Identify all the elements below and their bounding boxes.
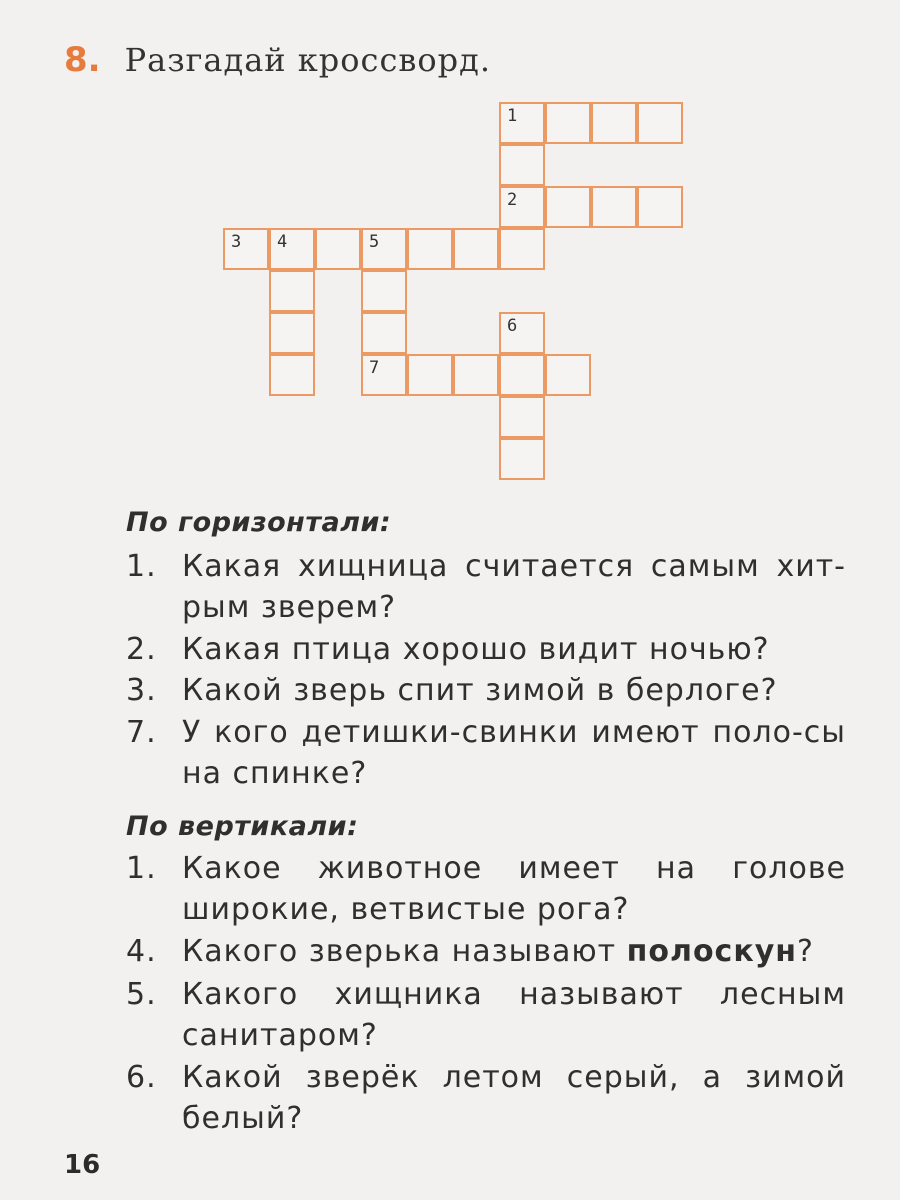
vertical-clue-5 bbox=[126, 974, 846, 1056]
horizontal-heading: По горизонтали: bbox=[126, 507, 392, 538]
crossword-cell[interactable] bbox=[269, 270, 315, 312]
cell-number: 1 bbox=[507, 106, 518, 126]
page-number: 16 bbox=[64, 1150, 101, 1180]
crossword-cell[interactable] bbox=[499, 354, 545, 396]
crossword-cell[interactable] bbox=[223, 228, 269, 270]
crossword-cell[interactable] bbox=[453, 354, 499, 396]
cell-number: 3 bbox=[231, 232, 242, 252]
vertical-clue-4 bbox=[126, 931, 846, 972]
horizontal-clue-2 bbox=[126, 629, 846, 670]
crossword-cell[interactable] bbox=[269, 354, 315, 396]
clue-text-end: ? bbox=[797, 934, 814, 969]
crossword-cell[interactable] bbox=[269, 228, 315, 270]
crossword-cell[interactable] bbox=[545, 354, 591, 396]
crossword-cell[interactable] bbox=[407, 228, 453, 270]
crossword-cell[interactable] bbox=[361, 312, 407, 354]
crossword-cell[interactable] bbox=[499, 144, 545, 186]
task-title: Разгадай кроссворд. bbox=[124, 41, 491, 79]
crossword-cell[interactable] bbox=[315, 228, 361, 270]
horizontal-clue-7 bbox=[126, 712, 846, 794]
crossword-cell[interactable] bbox=[499, 396, 545, 438]
clue-text: Какое животное имеет на голове широкие, ветвистые рога? bbox=[182, 851, 846, 927]
vertical-clue-6 bbox=[126, 1057, 846, 1139]
crossword-cell[interactable] bbox=[361, 228, 407, 270]
clue-number: 7. bbox=[126, 715, 157, 750]
clue-text-start: Какого зверька называют bbox=[182, 934, 627, 969]
clue-number: 6. bbox=[126, 1060, 157, 1095]
cell-number: 6 bbox=[507, 316, 518, 336]
cell-number: 5 bbox=[369, 232, 380, 252]
clue-number: 4. bbox=[126, 934, 157, 969]
cell-number: 7 bbox=[369, 358, 380, 378]
clue-text: Какого хищника называют лесным санитаром? bbox=[182, 977, 846, 1053]
crossword-cell[interactable] bbox=[637, 186, 683, 228]
clue-text: Какой зверь спит зимой в берлоге? bbox=[182, 673, 778, 708]
crossword-cell[interactable] bbox=[407, 354, 453, 396]
crossword-cell[interactable] bbox=[499, 186, 545, 228]
vertical-heading: По вертикали: bbox=[126, 811, 359, 842]
clue-text: Какая птица хорошо видит ночью? bbox=[182, 632, 770, 667]
crossword-cell[interactable] bbox=[591, 186, 637, 228]
clue-text: У кого детишки-свинки имеют поло-сы на спинке? bbox=[182, 715, 846, 791]
crossword-grid bbox=[0, 0, 900, 500]
crossword-cell[interactable] bbox=[545, 186, 591, 228]
clue-text bbox=[182, 931, 846, 972]
vertical-clue-1 bbox=[126, 848, 846, 930]
crossword-cell[interactable] bbox=[499, 228, 545, 270]
task-number: 8. bbox=[64, 40, 101, 80]
clue-number: 3. bbox=[126, 673, 157, 708]
cell-number: 2 bbox=[507, 190, 518, 210]
crossword-cell[interactable] bbox=[591, 102, 637, 144]
crossword-cell[interactable] bbox=[453, 228, 499, 270]
horizontal-clue-3 bbox=[126, 670, 846, 711]
horizontal-clue-1 bbox=[126, 546, 846, 628]
clue-text: Какой зверёк летом серый, а зимой белый? bbox=[182, 1060, 846, 1136]
crossword-cell[interactable] bbox=[637, 102, 683, 144]
clue-number: 1. bbox=[126, 851, 157, 886]
clue-number: 1. bbox=[126, 549, 157, 584]
crossword-cell[interactable] bbox=[361, 354, 407, 396]
crossword-cell[interactable] bbox=[361, 270, 407, 312]
crossword-cell[interactable] bbox=[545, 102, 591, 144]
clue-number: 2. bbox=[126, 632, 157, 667]
bold-term: полоскун bbox=[626, 934, 797, 969]
crossword-cell[interactable] bbox=[499, 312, 545, 354]
crossword-cell[interactable] bbox=[499, 102, 545, 144]
crossword-cell[interactable] bbox=[499, 438, 545, 480]
clue-text: Какая хищница считается самым хит-рым зверем? bbox=[182, 549, 846, 625]
clue-number: 5. bbox=[126, 977, 157, 1012]
cell-number: 4 bbox=[277, 232, 288, 252]
crossword-cell[interactable] bbox=[269, 312, 315, 354]
